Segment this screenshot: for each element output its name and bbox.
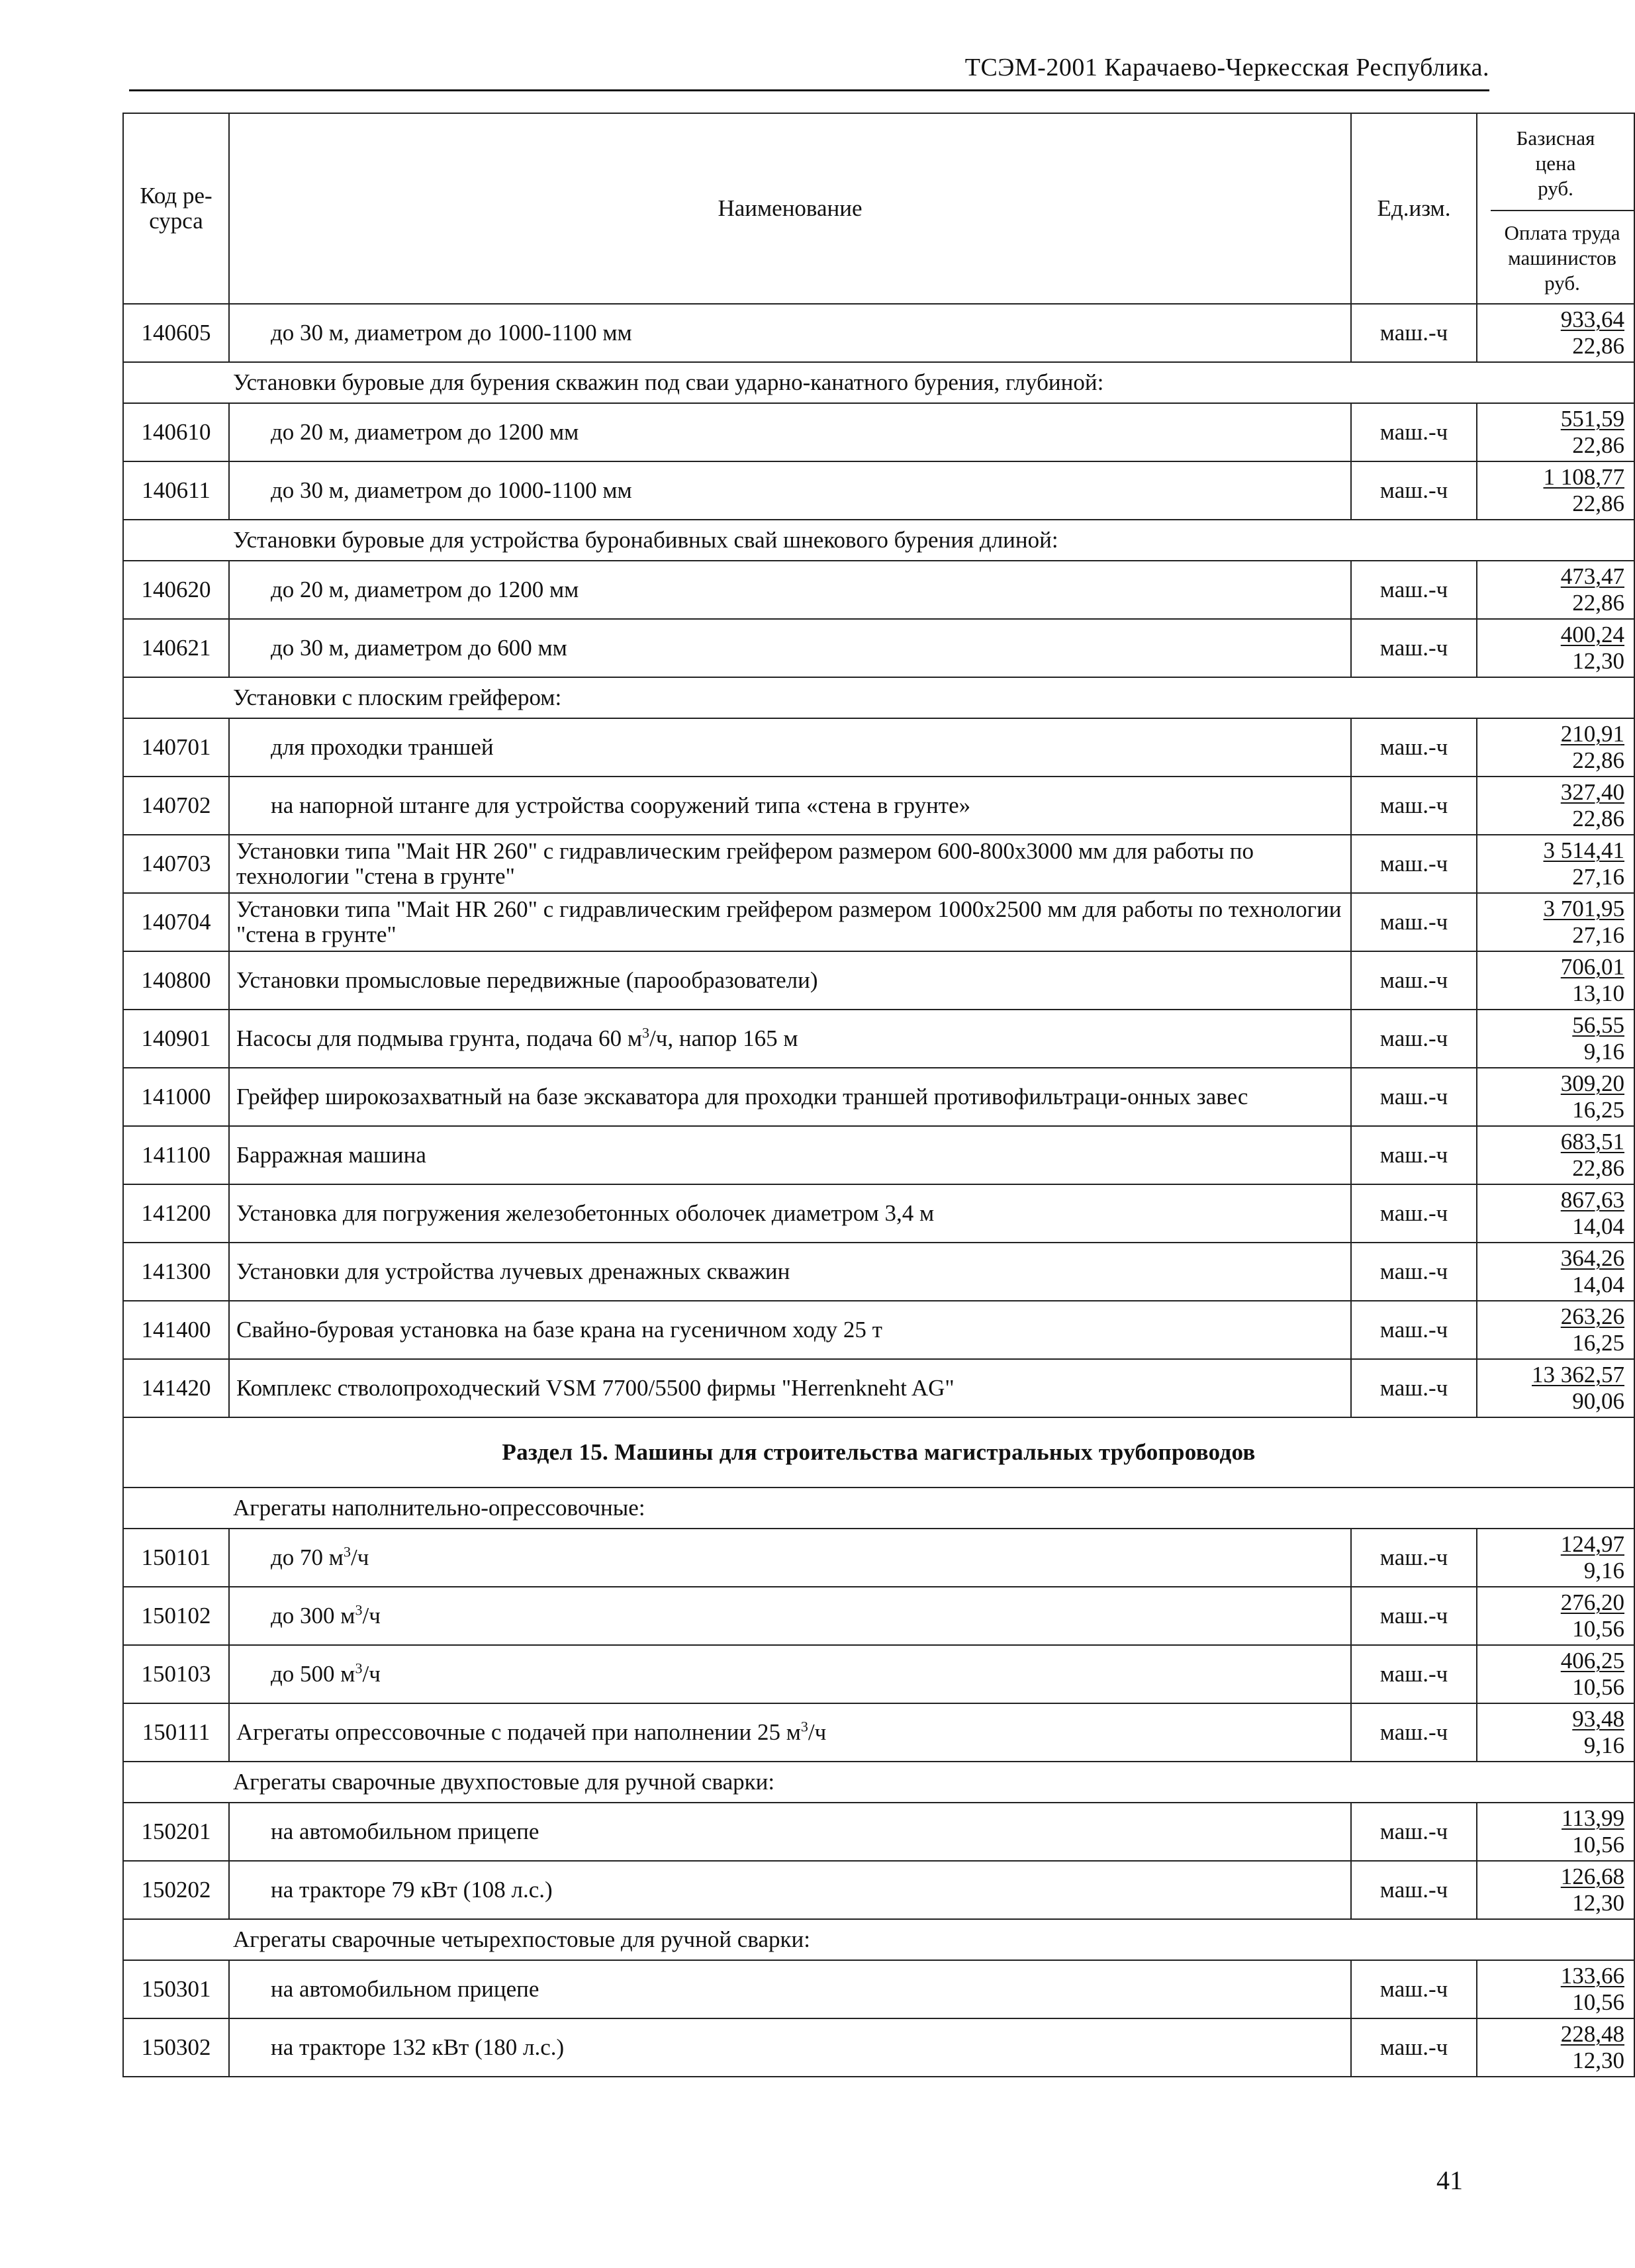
- resource-name: до 70 $м^3/ч$: [229, 1529, 1351, 1587]
- resource-code: 150202: [123, 1861, 229, 1919]
- unit-of-measure: маш.-ч: [1351, 777, 1477, 835]
- operator-wage: 22,86: [1572, 806, 1624, 831]
- operator-wage: 13,10: [1572, 980, 1624, 1006]
- resource-code: 140610: [123, 403, 229, 461]
- running-head: ТСЭМ-2001 Карачаево-Черкесская Республика.: [964, 54, 1489, 81]
- table-row: [123, 893, 1634, 951]
- price-table: [122, 113, 1635, 2077]
- base-price: 364,26: [1560, 1245, 1624, 1271]
- price-cell: [1477, 1184, 1634, 1243]
- resource-name: до 20 м, диаметром до 1200 мм: [229, 403, 1351, 461]
- header-price-wage: Оплата труда машинистов руб.: [1491, 210, 1634, 299]
- base-price: 93,48: [1572, 1705, 1624, 1732]
- group-heading-row: [123, 1762, 1634, 1803]
- base-price: 551,59: [1560, 405, 1624, 432]
- section-title: Раздел 15. Машины для строительства магистральных трубопроводов: [123, 1417, 1634, 1488]
- table-row: [123, 1359, 1634, 1417]
- base-price: 228,48: [1560, 2020, 1624, 2047]
- resource-code: 141100: [123, 1126, 229, 1184]
- unit-of-measure: маш.-ч: [1351, 619, 1477, 677]
- resource-name: на тракторе 79 кВт (108 л.с.): [229, 1861, 1351, 1919]
- unit-of-measure: маш.-ч: [1351, 1010, 1477, 1068]
- base-price: 1 108,77: [1543, 463, 1624, 490]
- base-price: 263,26: [1560, 1303, 1624, 1329]
- header-name: Наименование: [229, 113, 1351, 304]
- resource-name: на автомобильном прицепе: [229, 1960, 1351, 2018]
- operator-wage: 9,16: [1583, 1732, 1624, 1758]
- resource-code: 140605: [123, 304, 229, 362]
- base-price: 400,24: [1560, 621, 1624, 647]
- table-row: [123, 461, 1634, 520]
- table-row: [123, 951, 1634, 1010]
- base-price: 3 701,95: [1543, 895, 1624, 921]
- price-cell: [1477, 951, 1634, 1010]
- group-heading-row: [123, 677, 1634, 718]
- price-cell: [1477, 619, 1634, 677]
- group-heading: Агрегаты сварочные четырехпостовые для ручной сварки:: [123, 1919, 1634, 1960]
- resource-code: 150102: [123, 1587, 229, 1645]
- price-cell: [1477, 1703, 1634, 1762]
- resource-code: 140611: [123, 461, 229, 520]
- operator-wage: 22,86: [1572, 432, 1624, 458]
- superscript: 3: [642, 1024, 650, 1041]
- header-rule: [129, 89, 1489, 91]
- group-heading: Агрегаты наполнительно-опрессовочные:: [123, 1488, 1634, 1529]
- operator-wage: 12,30: [1572, 2048, 1624, 2073]
- operator-wage: 10,56: [1572, 1674, 1624, 1700]
- price-cell: [1477, 718, 1634, 777]
- operator-wage: 10,56: [1572, 1616, 1624, 1642]
- table-row: [123, 1861, 1634, 1919]
- price-cell: [1477, 1068, 1634, 1126]
- operator-wage: 12,30: [1572, 648, 1624, 674]
- unit-of-measure: маш.-ч: [1351, 1703, 1477, 1762]
- base-price: 210,91: [1560, 720, 1624, 747]
- base-price: 933,64: [1560, 306, 1624, 332]
- price-cell: [1477, 1359, 1634, 1417]
- unit-of-measure: маш.-ч: [1351, 1803, 1477, 1861]
- unit-of-measure: маш.-ч: [1351, 561, 1477, 619]
- group-heading: Установки буровые для бурения скважин под сваи ударно-канатного бурения, глубиной:: [123, 362, 1634, 403]
- resource-code: 140704: [123, 893, 229, 951]
- operator-wage: 12,30: [1572, 1890, 1624, 1916]
- base-price: 473,47: [1560, 563, 1624, 589]
- price-cell: [1477, 561, 1634, 619]
- table-row: [123, 2018, 1634, 2077]
- table-row: [123, 1529, 1634, 1587]
- table-row: [123, 835, 1634, 893]
- operator-wage: 90,06: [1572, 1388, 1624, 1414]
- table-row: [123, 1703, 1634, 1762]
- base-price: 126,68: [1560, 1863, 1624, 1889]
- table-row: [123, 777, 1634, 835]
- resource-code: 140620: [123, 561, 229, 619]
- resource-code: 141300: [123, 1243, 229, 1301]
- price-cell: [1477, 1645, 1634, 1703]
- operator-wage: 16,25: [1572, 1097, 1624, 1123]
- base-price: 133,66: [1560, 1962, 1624, 1989]
- operator-wage: 16,25: [1572, 1330, 1624, 1356]
- resource-name: Агрегаты опрессовочные с подачей при наполнении 25 $м^3/ч$: [229, 1703, 1351, 1762]
- unit-of-measure: маш.-ч: [1351, 1645, 1477, 1703]
- resource-name: на напорной штанге для устройства сооружений типа «стена в грунте»: [229, 777, 1351, 835]
- operator-wage: 14,04: [1572, 1272, 1624, 1298]
- unit-of-measure: маш.-ч: [1351, 2018, 1477, 2077]
- table-row: [123, 1301, 1634, 1359]
- resource-name: Установки для устройства лучевых дренажных скважин: [229, 1243, 1351, 1301]
- superscript: 3: [343, 1543, 351, 1560]
- resource-code: 140702: [123, 777, 229, 835]
- price-cell: [1477, 1301, 1634, 1359]
- resource-code: 150101: [123, 1529, 229, 1587]
- base-price: 867,63: [1560, 1186, 1624, 1213]
- operator-wage: 22,86: [1572, 491, 1624, 516]
- price-cell: [1477, 1803, 1634, 1861]
- table-row: [123, 561, 1634, 619]
- unit-of-measure: маш.-ч: [1351, 835, 1477, 893]
- base-price: 56,55: [1572, 1012, 1624, 1038]
- base-price: 327,40: [1560, 779, 1624, 805]
- group-heading: Агрегаты сварочные двухпостовые для ручной сварки:: [123, 1762, 1634, 1803]
- base-price: 406,25: [1560, 1647, 1624, 1674]
- resource-name: до 30 м, диаметром до 1000-1100 мм: [229, 461, 1351, 520]
- group-heading-row: [123, 1488, 1634, 1529]
- operator-wage: 9,16: [1583, 1558, 1624, 1583]
- resource-name: на тракторе 132 кВт (180 л.с.): [229, 2018, 1351, 2077]
- unit-of-measure: маш.-ч: [1351, 403, 1477, 461]
- resource-name: до 500 $м^3/ч$: [229, 1645, 1351, 1703]
- unit-of-measure: маш.-ч: [1351, 1301, 1477, 1359]
- header-unit: Ед.изм.: [1351, 113, 1477, 304]
- resource-name: на автомобильном прицепе: [229, 1803, 1351, 1861]
- resource-code: 141420: [123, 1359, 229, 1417]
- price-cell: [1477, 1126, 1634, 1184]
- table-row: [123, 1587, 1634, 1645]
- resource-name: Установки типа "Mait HR 260" с гидравлическим грейфером размером 1000x2500 мм для работы по технологии "стена в грунте": [229, 893, 1351, 951]
- unit-of-measure: маш.-ч: [1351, 1126, 1477, 1184]
- resource-name: Барражная машина: [229, 1126, 1351, 1184]
- resource-code: 140901: [123, 1010, 229, 1068]
- resource-code: 150103: [123, 1645, 229, 1703]
- base-price: 13 362,57: [1532, 1361, 1624, 1388]
- table-row: [123, 1243, 1634, 1301]
- price-cell: [1477, 1587, 1634, 1645]
- table-header-row: [123, 113, 1634, 304]
- price-cell: [1477, 777, 1634, 835]
- resource-name: Установка для погружения железобетонных оболочек диаметром 3,4 м: [229, 1184, 1351, 1243]
- base-price: 3 514,41: [1543, 837, 1624, 863]
- table-row: [123, 304, 1634, 362]
- resource-name: Свайно-буровая установка на базе крана на гусеничном ходу 25 т: [229, 1301, 1351, 1359]
- unit-of-measure: маш.-ч: [1351, 893, 1477, 951]
- resource-code: 140800: [123, 951, 229, 1010]
- table-row: [123, 403, 1634, 461]
- operator-wage: 22,86: [1572, 747, 1624, 773]
- table-row: [123, 1645, 1634, 1703]
- price-cell: [1477, 1010, 1634, 1068]
- superscript: 3: [355, 1601, 363, 1619]
- operator-wage: 22,86: [1572, 333, 1624, 359]
- operator-wage: 22,86: [1572, 1155, 1624, 1181]
- resource-name: Установки типа "Mait HR 260" с гидравлическим грейфером размером 600-800x3000 мм для работы по технологии "стена в грунте": [229, 835, 1351, 893]
- resource-code: 141400: [123, 1301, 229, 1359]
- section-heading-row: [123, 1417, 1634, 1488]
- group-heading-row: [123, 1919, 1634, 1960]
- price-cell: [1477, 2018, 1634, 2077]
- price-cell: [1477, 304, 1634, 362]
- table-row: [123, 1010, 1634, 1068]
- unit-of-measure: маш.-ч: [1351, 1587, 1477, 1645]
- base-price: 706,01: [1560, 953, 1624, 980]
- resource-name: Установки промысловые передвижные (парообразователи): [229, 951, 1351, 1010]
- table-row: [123, 619, 1634, 677]
- unit-of-measure: маш.-ч: [1351, 1068, 1477, 1126]
- table-row: [123, 1068, 1634, 1126]
- base-price: 113,99: [1562, 1805, 1624, 1831]
- header-code: Код ре- сурса: [123, 113, 229, 304]
- page-number: 41: [1436, 2165, 1463, 2195]
- base-price: 276,20: [1560, 1589, 1624, 1615]
- header-price-base: Базисная цена руб.: [1516, 126, 1595, 200]
- price-cell: [1477, 1529, 1634, 1587]
- group-heading-row: [123, 362, 1634, 403]
- table-row: [123, 1960, 1634, 2018]
- resource-code: 150111: [123, 1703, 229, 1762]
- price-cell: [1477, 403, 1634, 461]
- resource-code: 150201: [123, 1803, 229, 1861]
- table-row: [123, 718, 1634, 777]
- group-heading: Установки буровые для устройства буронабивных свай шнекового бурения длиной:: [123, 520, 1634, 561]
- price-cell: [1477, 893, 1634, 951]
- price-cell: [1477, 1861, 1634, 1919]
- price-cell: [1477, 1243, 1634, 1301]
- resource-name: Комплекс стволопроходческий VSM 7700/5500 фирмы "Herrenkneht AG": [229, 1359, 1351, 1417]
- resource-code: 150301: [123, 1960, 229, 2018]
- resource-name: до 20 м, диаметром до 1200 мм: [229, 561, 1351, 619]
- unit-of-measure: маш.-ч: [1351, 1184, 1477, 1243]
- operator-wage: 22,86: [1572, 590, 1624, 616]
- group-heading: Установки с плоским грейфером:: [123, 677, 1634, 718]
- resource-code: 140621: [123, 619, 229, 677]
- unit-of-measure: маш.-ч: [1351, 718, 1477, 777]
- unit-of-measure: маш.-ч: [1351, 1243, 1477, 1301]
- resource-name: Грейфер широкозахватный на базе экскаватора для проходки траншей противофильтраци-онных завес: [229, 1068, 1351, 1126]
- resource-name: до 300 $м^3/ч$: [229, 1587, 1351, 1645]
- operator-wage: 14,04: [1572, 1213, 1624, 1239]
- operator-wage: 9,16: [1583, 1039, 1624, 1064]
- superscript: 3: [800, 1718, 808, 1735]
- unit-of-measure: маш.-ч: [1351, 1960, 1477, 2018]
- table-row: [123, 1803, 1634, 1861]
- price-cell: [1477, 1960, 1634, 2018]
- operator-wage: 10,56: [1572, 1989, 1624, 2015]
- superscript: 3: [355, 1660, 363, 1677]
- resource-name: до 30 м, диаметром до 600 мм: [229, 619, 1351, 677]
- base-price: 124,97: [1560, 1531, 1624, 1557]
- unit-of-measure: маш.-ч: [1351, 461, 1477, 520]
- operator-wage: 27,16: [1572, 864, 1624, 890]
- resource-code: 140703: [123, 835, 229, 893]
- table-row: [123, 1126, 1634, 1184]
- base-price: 309,20: [1560, 1070, 1624, 1096]
- unit-of-measure: маш.-ч: [1351, 304, 1477, 362]
- resource-code: 141000: [123, 1068, 229, 1126]
- resource-code: 141200: [123, 1184, 229, 1243]
- resource-code: 150302: [123, 2018, 229, 2077]
- unit-of-measure: маш.-ч: [1351, 1861, 1477, 1919]
- price-table-body: [123, 113, 1634, 2077]
- table-row: [123, 1184, 1634, 1243]
- base-price: 683,51: [1560, 1128, 1624, 1155]
- operator-wage: 10,56: [1572, 1832, 1624, 1858]
- resource-name: Насосы для подмыва грунта, подача 60 $м^3/ч$, напор 165 м: [229, 1010, 1351, 1068]
- unit-of-measure: маш.-ч: [1351, 1359, 1477, 1417]
- operator-wage: 27,16: [1572, 922, 1624, 948]
- group-heading-row: [123, 520, 1634, 561]
- header-price: [1477, 113, 1634, 304]
- resource-name: до 30 м, диаметром до 1000-1100 мм: [229, 304, 1351, 362]
- resource-name: для проходки траншей: [229, 718, 1351, 777]
- resource-code: 140701: [123, 718, 229, 777]
- unit-of-measure: маш.-ч: [1351, 951, 1477, 1010]
- price-cell: [1477, 835, 1634, 893]
- price-cell: [1477, 461, 1634, 520]
- unit-of-measure: маш.-ч: [1351, 1529, 1477, 1587]
